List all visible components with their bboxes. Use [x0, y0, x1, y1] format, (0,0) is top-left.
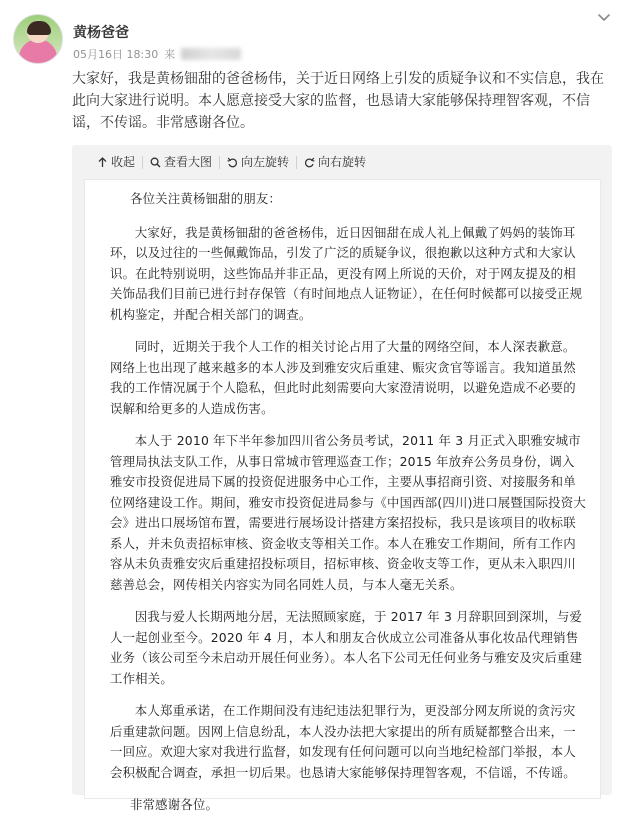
rotate-left-icon	[227, 157, 238, 168]
rotate-left-button[interactable]	[220, 156, 297, 169]
post-timestamp[interactable]: 05月16日 18:30	[73, 48, 159, 61]
post-meta	[73, 46, 241, 62]
arrow-up-icon	[97, 157, 108, 168]
letter-paragraph: 本人于 2010 年下半年参加四川省公务员考试，2011 年 3 月正式入职雅安城市管理局执法支队工作，从事日常城市管理巡查工作；2015 年放弃公务员身份，调入雅安市投资促进局下属的投资促进服务中心工作，主要从事招商引资、对接服务和单位网络建设工作。期间，雅安市投资促进局参与《中国西部(四川)进口展暨国际投资大会》进出口展场馆布置，需要进行展场设计搭建方案招投标，我只是该项目的收标联系人，并未负责招标审核、资金收支等相关工作。本人在雅安工作期间，所有工作内容从未负责雅安灾后重建招投标项目，招标审核、资金收支等工作，更从未入职四川慈善总会，网传相关内容实为同名同姓人员，与本人毫无关系。	[110, 433, 586, 592]
letter-paragraph: 同时，近期关于我个人工作的相关讨论占用了大量的网络空间，本人深表歉意。网络上也出现了越来越多的本人涉及到雅安灾后重建、赈灾贪官等谣言。我知道虽然我的工作情况属于个人隐私，但此时此刻需要向大家澄清说明，以避免造成不必要的误解和给更多的人造成伤害。	[110, 339, 576, 416]
blurred-source	[181, 48, 241, 60]
rotate-right-icon	[304, 157, 315, 168]
post-text: 大家好，我是黄杨钿甜的爸爸杨伟，关于近日网络上引发的质疑争议和不实信息，我在此向大家进行说明。本人愿意接受大家的监督，也恳请大家能够保持理智客观，不信谣，不传谣。非常感谢各位。	[72, 71, 604, 131]
collapse-button[interactable]	[90, 156, 143, 169]
collapse-label: 收起	[111, 154, 136, 169]
letter-paragraph: 大家好，我是黄杨钿甜的爸爸杨伟，近日因钿甜在成人礼上佩戴了妈妈的装饰耳环，以及过往的一些佩戴饰品，引发了广泛的质疑争议，很抱歉以这种方式和大家认识。在此特别说明，这些饰品并非正品，更没有网上所说的天价，对于网友提及的相关饰品我们目前已进行封存保管（有时间地点人证物证），在任何时候都可以接受正规机构鉴定，并配合相关部门的调查。	[110, 224, 583, 322]
letter-paragraph: 本人郑重承诺，在工作期间没有违纪违法犯罪行为，更没部分网友所说的贪污灾后重建款问题。因网上信息纷乱，本人没办法把大家提出的所有质疑都整合出来，一一回应。欢迎大家对我进行监督，如发现有任何问题可以向当地纪检部门举报，本人会积极配合调查，承担一切后果。也恳请大家能够保持理智客观，不信谣，不传谣。	[110, 703, 576, 780]
chevron-down-icon[interactable]	[594, 8, 614, 28]
view-large-button[interactable]	[143, 156, 220, 169]
avatar[interactable]	[13, 14, 63, 64]
image-viewer	[72, 145, 612, 812]
letter-greeting: 各位关注黄杨钿甜的朋友：	[130, 191, 282, 206]
post-source-prefix: 来	[164, 48, 176, 61]
rotate-right-button[interactable]	[297, 156, 373, 169]
letter-closing: 非常感谢各位。	[130, 797, 219, 812]
username[interactable]: 黄杨爸爸	[73, 25, 129, 41]
magnifier-icon	[150, 157, 161, 168]
letter-paragraph: 因我与爱人长期两地分居，无法照顾家庭，于 2017 年 3 月辞职回到深圳，与爱人一起创业至今。2020 年 4 月，本人和朋友合伙成立公司准备从事化妆品代理销售业务（该公司至今未启动开展任何业务）。本人名下公司无任何业务与雅安及灾后重建工作相关。	[110, 609, 583, 686]
image-toolbar	[72, 145, 373, 179]
letter-image[interactable]	[84, 179, 601, 812]
rotate-left-label: 向左旋转	[241, 154, 290, 169]
view-large-label: 查看大图	[164, 154, 213, 169]
rotate-right-label: 向右旋转	[318, 154, 367, 169]
